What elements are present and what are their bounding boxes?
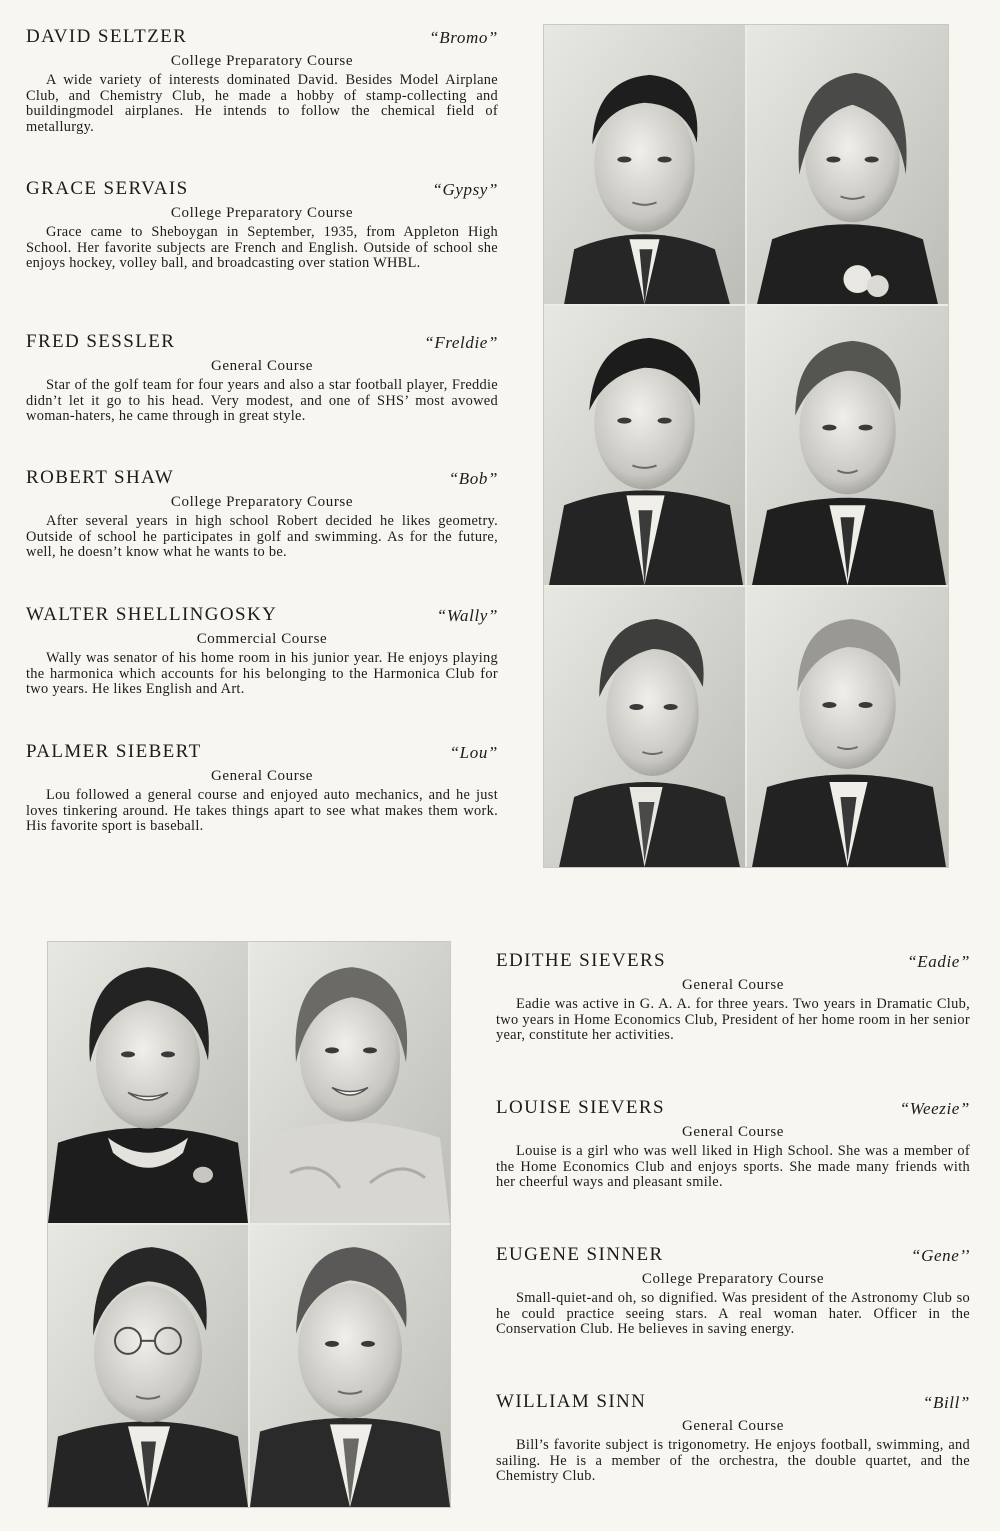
student-nickname: “Weezie” <box>899 1099 970 1118</box>
portrait-photo <box>544 306 745 585</box>
entry-palmer-siebert <box>26 741 498 835</box>
entry-grace-servais <box>26 178 498 272</box>
portrait-photo <box>747 306 948 585</box>
student-course: General Course <box>210 768 314 784</box>
student-name: EUGENE SINNER <box>496 1244 664 1265</box>
student-course: General Course <box>681 977 785 993</box>
portrait-photo <box>747 587 948 867</box>
entry-robert-shaw <box>26 467 498 561</box>
student-bio: Bill’s favorite subject is trigonometry. He enjoys football, swimming, and sailing. He is a member of the orchestra, the double quartet, and the Chemistry Club. <box>496 1437 970 1485</box>
student-nickname: “Bill” <box>922 1393 970 1412</box>
entry-david-seltzer <box>26 26 498 135</box>
student-course: Commercial Course <box>196 631 328 647</box>
entry-edithe-sievers <box>496 950 970 1044</box>
portrait-photo <box>250 942 450 1223</box>
student-name: FRED SESSLER <box>26 331 176 352</box>
student-bio: Wally was senator of his home room in his junior year. He enjoys playing the harmonica which accounts for his belonging to the Harmonica Club for two years. He likes English and Art. <box>26 650 498 698</box>
entry-walter-shellingosky <box>26 604 498 698</box>
student-bio: Lou followed a general course and enjoyed auto mechanics, and he just loves tinkering around. He takes things apart to see what makes them work. His favorite sport is baseball. <box>26 787 498 835</box>
portrait-photo <box>250 1225 450 1507</box>
student-bio: Eadie was active in G. A. A. for three years. Two years in Dramatic Club, two years in Home Economics Club, President of her home room in her senior year, constitute her activities. <box>496 996 970 1044</box>
student-bio: A wide variety of interests dominated David. Besides Model Airplane Club, and Chemistry Club, he made a hobby of stamp-collecting and buildingmodel airplanes. He intends to follow the chemical field of metallurgy. <box>26 72 498 135</box>
portrait-photo <box>747 25 948 304</box>
student-bio: Small-quiet-and oh, so dignified. Was president of the Astronomy Club so he could practice seeing stars. A real woman hater. Officer in the Conservation Club. He believes in saving energy. <box>496 1290 970 1338</box>
student-nickname: “Gypsy” <box>432 180 498 199</box>
bottom-photo-grid <box>47 941 451 1508</box>
student-name: GRACE SERVAIS <box>26 178 189 199</box>
top-photo-grid <box>543 24 949 868</box>
student-course: General Course <box>210 358 314 374</box>
student-bio: After several years in high school Robert decided he likes geometry. Outside of school he participates in golf and swimming. As for the future, well, he doesn’t know what he wants to be. <box>26 513 498 561</box>
student-nickname: “Bob” <box>448 469 498 488</box>
portrait-photo <box>48 1225 248 1507</box>
student-name: PALMER SIEBERT <box>26 741 202 762</box>
student-name: ROBERT SHAW <box>26 467 175 488</box>
student-name: WALTER SHELLINGOSKY <box>26 604 278 625</box>
student-course: College Preparatory Course <box>641 1271 825 1287</box>
student-course: General Course <box>681 1124 785 1140</box>
student-course: College Preparatory Course <box>170 53 354 69</box>
student-name: WILLIAM SINN <box>496 1391 647 1412</box>
student-course: General Course <box>681 1418 785 1434</box>
student-bio: Louise is a girl who was well liked in High School. She was a member of the Home Economics Club and enjoys sports. She made many friends with her cheerful ways and pleasant smile. <box>496 1143 970 1191</box>
entry-louise-sievers <box>496 1097 970 1191</box>
student-name: EDITHE SIEVERS <box>496 950 667 971</box>
student-bio: Star of the golf team for four years and also a star football player, Freddie didn’t let it go to his head. Very modest, and one of SHS’ most avowed woman-haters, he came through in great style. <box>26 377 498 425</box>
portrait-photo <box>544 587 745 867</box>
student-course: College Preparatory Course <box>170 205 354 221</box>
student-bio: Grace came to Sheboygan in September, 1935, from Appleton High School. Her favorite subjects are French and English. Outside of school she enjoys hockey, volley ball, and broadcasting over station WHBL. <box>26 224 498 272</box>
student-nickname: “Wally” <box>436 606 498 625</box>
student-course: College Preparatory Course <box>170 494 354 510</box>
entry-fred-sessler <box>26 331 498 425</box>
student-nickname: “Freldie” <box>424 333 498 352</box>
student-nickname: “Bromo” <box>429 28 498 47</box>
student-name: LOUISE SIEVERS <box>496 1097 665 1118</box>
student-nickname: “Gene’’ <box>911 1246 970 1265</box>
student-nickname: “Eadie” <box>907 952 970 971</box>
student-nickname: “Lou” <box>449 743 498 762</box>
student-name: DAVID SELTZER <box>26 26 188 47</box>
entry-william-sinn <box>496 1391 970 1485</box>
entry-eugene-sinner <box>496 1244 970 1338</box>
portrait-photo <box>544 25 745 304</box>
portrait-photo <box>48 942 248 1223</box>
